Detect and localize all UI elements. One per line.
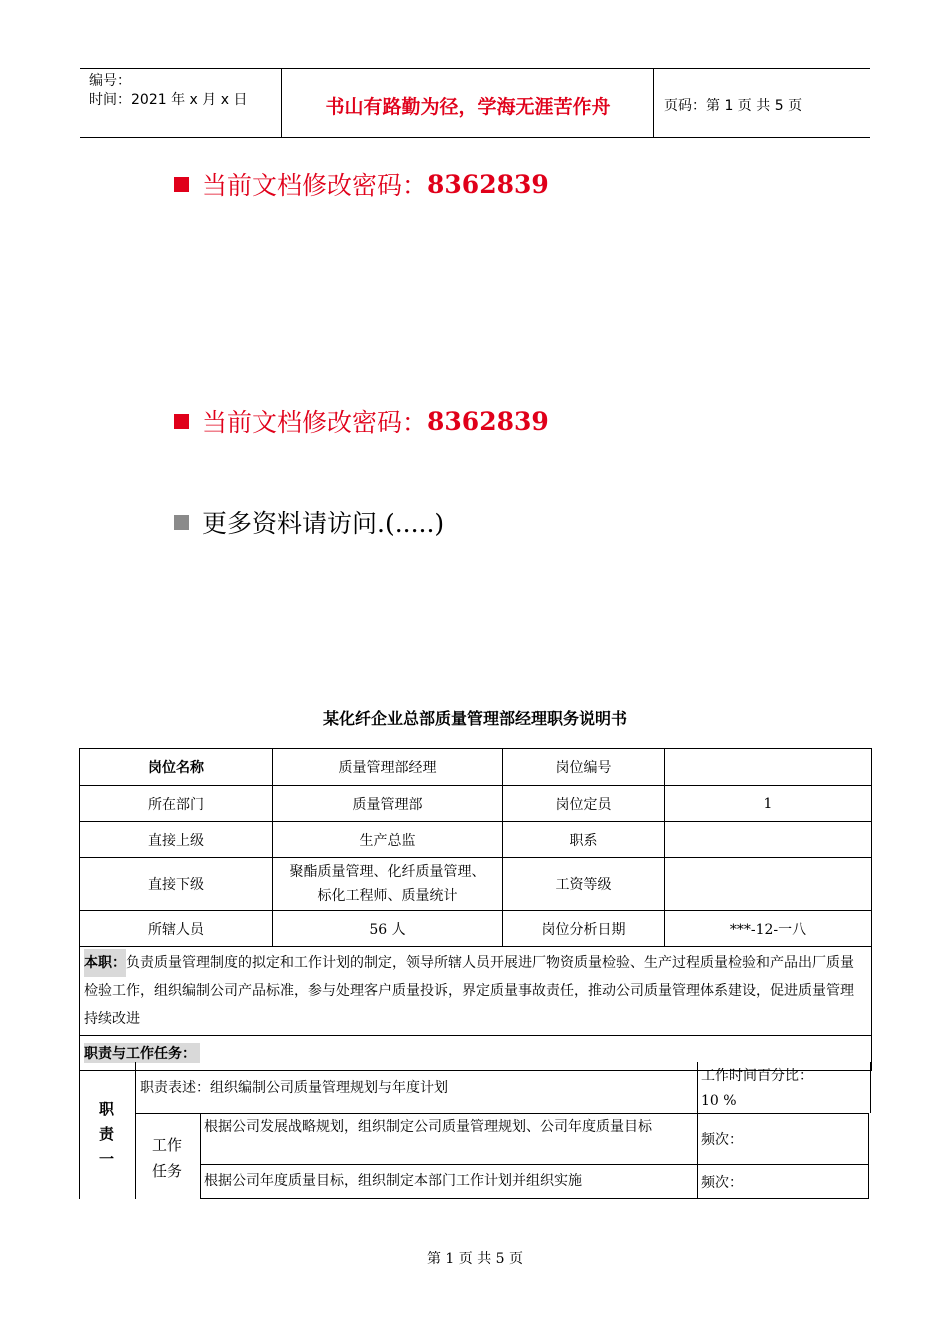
field-value: ***-12-一八 — [665, 911, 872, 947]
password-notice-text: 当前文档修改密码： — [202, 171, 428, 200]
more-info-notice — [174, 504, 444, 540]
time-percent-value: 10 % — [701, 1093, 737, 1109]
field-value: 1 — [665, 786, 872, 822]
page-footer: 第 1 页 共 5 页 — [426, 1251, 524, 1267]
table-row — [80, 786, 872, 822]
document-time-label: 时间：2021 年 x 月 x 日 — [89, 92, 248, 108]
password-notice-text: 当前文档修改密码： — [202, 408, 428, 437]
table-row — [80, 858, 872, 911]
page-header — [80, 68, 870, 138]
field-label: 所在部门 — [80, 786, 273, 822]
field-label: 直接上级 — [80, 822, 273, 858]
red-square-bullet-icon — [174, 177, 189, 192]
duty-one-block — [79, 1062, 871, 1199]
field-label: 工资等级 — [503, 858, 665, 911]
password-notice — [174, 166, 549, 202]
field-label: 所辖人员 — [80, 911, 273, 947]
more-info-link[interactable]: 更多资料请访问.(.....) — [202, 509, 445, 538]
header-meta — [80, 69, 282, 137]
password-notice — [174, 403, 549, 439]
table-row — [80, 822, 872, 858]
field-label: 职系 — [503, 822, 665, 858]
field-label: 岗位分析日期 — [503, 911, 665, 947]
password-code: 8362839 — [427, 406, 549, 436]
responsibilities-label: 职责与工作任务： — [84, 1043, 200, 1063]
field-value — [665, 822, 872, 858]
field-label: 岗位定员 — [503, 786, 665, 822]
task-frequency: 频次： — [701, 1175, 743, 1191]
task-text: 根据公司年度质量目标，组织制定本部门工作计划并组织实施 — [204, 1173, 582, 1189]
document-number-label: 编号： — [89, 73, 131, 89]
red-square-bullet-icon — [174, 414, 189, 429]
job-info-table — [79, 748, 872, 1071]
job-duty-text: 负责质量管理制度的拟定和工作计划的制定，领导所辖人员开展进厂物资质量检验、生产过程质量检验和产品出厂质量检验工作，组织编制公司产品标准，参与处理客户质量投诉，界定质量事故责任，推动公司质量管理体系建设，促进质量管理持续改进 — [84, 955, 854, 1027]
field-value: 56 人 — [273, 911, 503, 947]
header-motto: 书山有路勤为径，学海无涯苦作舟 — [283, 69, 654, 137]
job-duty-cell — [80, 947, 872, 1036]
time-percent-label: 工作时间百分比： — [701, 1068, 813, 1084]
gray-square-bullet-icon — [174, 515, 189, 530]
field-value: 质量管理部 — [273, 786, 503, 822]
work-task-label: 工作任务 — [152, 1136, 183, 1180]
duty-statement: 职责表述：组织编制公司质量管理规划与年度计划 — [140, 1080, 448, 1096]
table-row — [80, 911, 872, 947]
field-value — [665, 858, 872, 911]
job-duty-label: 本职： — [84, 949, 126, 977]
field-label: 岗位编号 — [503, 749, 665, 786]
table-row — [80, 947, 872, 1036]
field-value: 生产总监 — [273, 822, 503, 858]
table-row — [80, 749, 872, 786]
field-value — [665, 749, 872, 786]
field-label: 岗位名称 — [80, 749, 273, 786]
document-title: 某化纤企业总部质量管理部经理职务说明书 — [322, 709, 627, 728]
task-frequency: 频次： — [701, 1132, 743, 1148]
header-page-label: 页码：第 1 页 共 5 页 — [664, 98, 803, 114]
task-text: 根据公司发展战略规划，组织制定公司质量管理规划、公司年度质量目标 — [204, 1119, 652, 1135]
password-code: 8362839 — [427, 169, 549, 199]
field-value: 质量管理部经理 — [273, 749, 503, 786]
field-label: 直接下级 — [80, 858, 273, 911]
duty-one-label: 职责一 — [99, 1100, 115, 1168]
field-value: 聚酯质量管理、化纤质量管理、标化工程师、质量统计 — [273, 858, 503, 911]
